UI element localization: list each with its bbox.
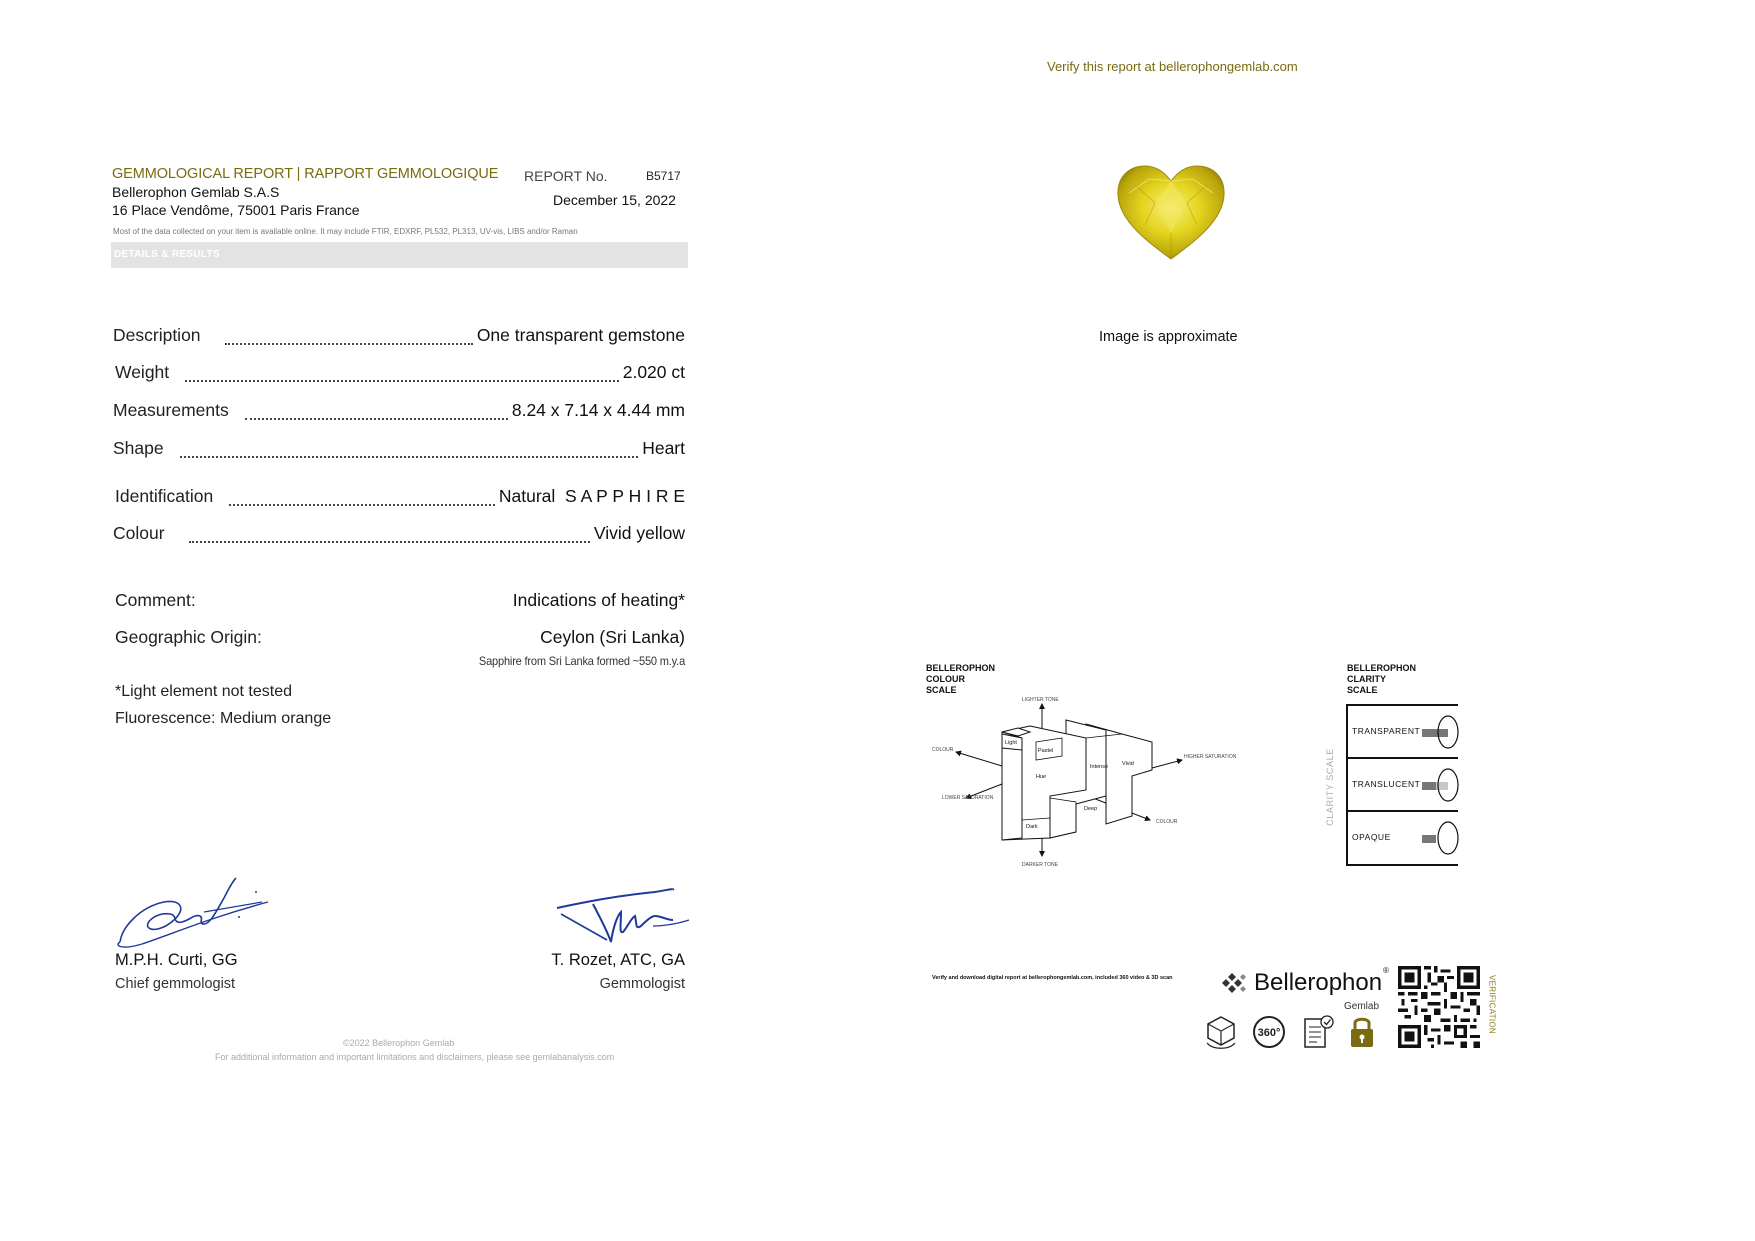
comment-label: Comment: <box>115 590 196 610</box>
signatory-role: Chief gemmologist <box>115 976 236 992</box>
clarity-transparent-icon <box>1420 714 1460 750</box>
block-hue-label: Hue <box>1036 774 1047 780</box>
detail-row-measurements <box>113 400 685 424</box>
copyright: ©2022 Bellerophon Gemlab <box>343 1038 455 1048</box>
detail-row-colour <box>113 523 685 547</box>
detail-value: One transparent gemstone <box>476 325 685 345</box>
detail-value: Heart <box>642 438 685 458</box>
block-pastel-label: Pastel <box>1038 748 1054 754</box>
signature-curti <box>112 872 277 950</box>
image-caption: Image is approximate <box>1099 329 1238 345</box>
leader-dots <box>189 540 590 543</box>
report-number-label: REPORT No. <box>524 168 608 184</box>
digital-report-note: Verify and download digital report at bellerophongemlab.com, included 360 video & 3D scan <box>932 975 1173 981</box>
signature-rozet <box>555 882 690 946</box>
detail-label: Shape <box>113 438 164 458</box>
brand-name: Bellerophon <box>1254 969 1383 996</box>
clarity-scale-title: BELLEROPHON CLARITY SCALE <box>1347 663 1417 695</box>
detail-row-weight <box>115 362 685 386</box>
detail-value: Vivid yellow <box>593 523 685 543</box>
detail-value: 8.24 x 7.14 x 4.44 mm <box>511 400 685 420</box>
clarity-scale-table <box>1346 704 1458 866</box>
clarity-translucent-icon <box>1420 767 1460 803</box>
gemstone-image <box>1115 163 1227 261</box>
360-video-icon[interactable] <box>1251 1014 1287 1050</box>
colour-scale-title: BELLEROPHON COLOUR SCALE <box>926 663 996 695</box>
leader-dots <box>180 455 639 458</box>
block-deep-label: Deep <box>1084 806 1098 812</box>
colour-right-label: COLOUR <box>1156 819 1178 825</box>
origin-note: Sapphire from Sri Lanka formed ~550 m.y.a <box>478 654 685 668</box>
higher-saturation-label: HIGHER SATURATION <box>1184 754 1237 760</box>
leader-dots <box>229 503 495 506</box>
signatory-role: Gemmologist <box>599 976 685 992</box>
lab-address: 16 Place Vendôme, 75001 Paris France <box>112 202 360 218</box>
brand-subtitle: Gemlab <box>1344 1001 1380 1012</box>
verification-label: VERIFICATION <box>1487 974 1497 1034</box>
lab-name: Bellerophon Gemlab S.A.S <box>112 184 280 200</box>
light-element-note: *Light element not tested <box>115 683 293 700</box>
detail-label: Measurements <box>113 400 229 420</box>
section-header-label: DETAILS & RESULTS <box>114 249 220 260</box>
svg-text:360°: 360° <box>1257 1027 1281 1039</box>
detail-row-identification <box>115 486 685 510</box>
bellerophon-logo-icon <box>1218 971 1248 995</box>
block-vivid-label: Vivid <box>1122 761 1134 767</box>
colour-left-label: COLOUR <box>932 747 954 753</box>
report-document-icon[interactable] <box>1301 1013 1337 1051</box>
report-number: B5717 <box>646 169 681 183</box>
detail-row-description <box>113 325 685 349</box>
block-light-label: Light <box>1005 740 1017 746</box>
clarity-row-translucent <box>1348 759 1458 812</box>
report-date: December 15, 2022 <box>553 192 676 208</box>
detail-row-shape <box>113 438 685 462</box>
detail-label: Weight <box>115 362 170 382</box>
data-note: Most of the data collected on your item is available online. It may include FTIR, EDXRF, PL532, PL313, UV-vis, LIBS and/or Raman <box>113 227 578 236</box>
verify-report-link[interactable]: Verify this report at bellerophongemlab.com <box>1047 59 1298 74</box>
signatory-name: T. Rozet, ATC, GA <box>551 951 685 969</box>
origin-value: Ceylon (Sri Lanka) <box>540 627 685 647</box>
lighter-tone-label: LIGHTER TONE <box>1022 697 1059 703</box>
clarity-level-label: OPAQUE <box>1352 832 1391 842</box>
block-dark-label: Dark <box>1026 824 1038 830</box>
clarity-scale-vertical-label: CLARITY SCALE <box>1325 748 1335 826</box>
clarity-level-label: TRANSPARENT <box>1352 726 1421 736</box>
3d-scan-icon[interactable] <box>1203 1013 1239 1051</box>
detail-value: 2.020 ct <box>622 362 685 382</box>
fluorescence-note: Fluorescence: Medium orange <box>115 710 332 727</box>
disclaimer-link[interactable]: For additional information and important limitations and disclaimers, please see gemlabanalysis.com <box>215 1052 615 1062</box>
origin-label: Geographic Origin: <box>115 627 262 647</box>
detail-value: Natural S A P P H I R E <box>498 486 685 506</box>
brand-registered-mark: ® <box>1383 966 1389 975</box>
clarity-level-label: TRANSLUCENT <box>1352 779 1421 789</box>
leader-dots <box>225 342 473 345</box>
clarity-opaque-icon <box>1420 820 1460 856</box>
clarity-row-transparent <box>1348 706 1458 759</box>
detail-label: Identification <box>115 486 214 506</box>
colour-scale-diagram <box>926 692 1237 872</box>
block-intense-label: Intense <box>1090 764 1109 770</box>
section-header-bar <box>111 242 688 268</box>
leader-dots <box>245 417 508 420</box>
leader-dots <box>185 379 619 382</box>
comment-value: Indications of heating* <box>512 590 685 610</box>
verification-qr-code[interactable] <box>1398 966 1480 1048</box>
signatory-name: M.P.H. Curti, GG <box>115 951 238 969</box>
lower-saturation-label: LOWER SATURATION <box>942 795 994 801</box>
detail-label: Description <box>113 325 201 345</box>
darker-tone-label: DARKER TONE <box>1022 862 1058 868</box>
report-title: GEMMOLOGICAL REPORT | RAPPORT GEMMOLOGIQUE <box>112 166 499 182</box>
lock-icon <box>1347 1013 1377 1051</box>
clarity-row-opaque <box>1348 812 1458 865</box>
detail-label: Colour <box>113 523 165 543</box>
